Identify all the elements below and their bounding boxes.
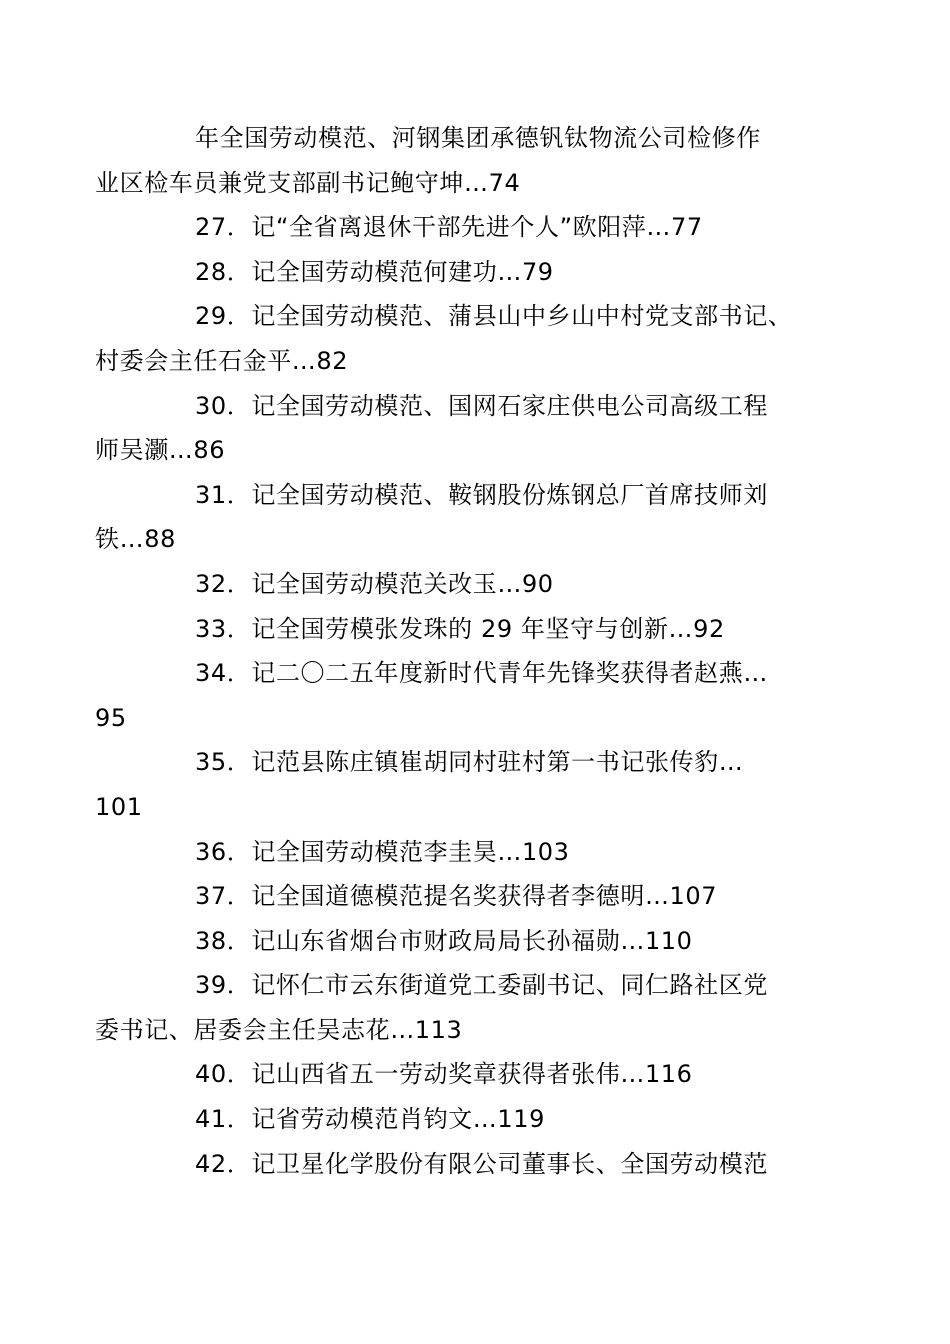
toc-entry-40[interactable] — [145, 1052, 817, 1097]
toc-entry-line: 师吴灏…86 — [95, 436, 226, 465]
toc-entry-line: 36．记全国劳动模范李圭昊…103 — [195, 837, 570, 866]
toc-entry-30[interactable] — [95, 384, 817, 473]
toc-entry-line: 28．记全国劳动模范何建功…79 — [195, 257, 554, 286]
toc-entry-line: 33．记全国劳模张发珠的 29 年坚守与创新…92 — [195, 614, 725, 643]
toc-entry-38[interactable] — [145, 919, 817, 964]
toc-entry-line: 27．记“全省离退休干部先进个人”欧阳萍…77 — [195, 213, 703, 242]
toc-entry-line: 30．记全国劳动模范、国网石家庄供电公司高级工程 — [195, 391, 768, 420]
toc-entry-line: 42．记卫星化学股份有限公司董事长、全国劳动模范 — [195, 1149, 768, 1178]
toc-entry-line: 村委会主任石金平…82 — [95, 346, 349, 375]
toc-entry-line: 35．记范县陈庄镇崔胡同村驻村第一书记张传豹… — [195, 748, 744, 777]
toc-entry-34[interactable] — [95, 651, 817, 740]
toc-entry-line: 委书记、居委会主任吴志花…113 — [95, 1015, 463, 1044]
toc-entry-31[interactable] — [95, 473, 817, 562]
table-of-contents — [95, 116, 817, 1186]
toc-entry-37[interactable] — [145, 874, 817, 919]
toc-entry-26-continued[interactable] — [95, 116, 817, 205]
toc-entry-28[interactable] — [145, 250, 817, 295]
toc-entry-32[interactable] — [145, 562, 817, 607]
toc-entry-line: 34．记二〇二五年度新时代青年先锋奖获得者赵燕… — [195, 659, 768, 688]
toc-entry-line: 32．记全国劳动模范关改玉…90 — [195, 569, 554, 598]
toc-entry-27[interactable] — [145, 205, 817, 250]
toc-entry-41[interactable] — [145, 1097, 817, 1142]
toc-entry-line: 38．记山东省烟台市财政局局长孙福勋…110 — [195, 926, 693, 955]
toc-entry-39[interactable] — [95, 963, 817, 1052]
toc-entry-33[interactable] — [145, 607, 817, 652]
toc-entry-line: 95 — [95, 703, 127, 732]
toc-entry-line: 29．记全国劳动模范、蒲县山中乡山中村党支部书记、 — [195, 302, 793, 331]
toc-entry-36[interactable] — [145, 830, 817, 875]
toc-entry-line: 101 — [95, 792, 143, 821]
toc-entry-line: 39．记怀仁市云东街道党工委副书记、同仁路社区党 — [195, 971, 768, 1000]
toc-entry-line: 41．记省劳动模范肖钧文…119 — [195, 1105, 545, 1134]
toc-entry-line: 40．记山西省五一劳动奖章获得者张伟…116 — [195, 1060, 693, 1089]
toc-entry-line: 铁…88 — [95, 525, 176, 554]
toc-entry-42[interactable] — [145, 1142, 817, 1187]
toc-entry-29[interactable] — [95, 294, 817, 383]
toc-entry-line: 年全国劳动模范、河钢集团承德钒钛物流公司检修作 — [195, 124, 761, 152]
toc-entry-line: 业区检车员兼党支部副书记鲍守坤…74 — [95, 168, 521, 197]
toc-entry-line: 31．记全国劳动模范、鞍钢股份炼钢总厂首席技师刘 — [195, 480, 768, 509]
toc-entry-35[interactable] — [95, 740, 817, 829]
toc-entry-line: 37．记全国道德模范提名奖获得者李德明…107 — [195, 882, 718, 911]
